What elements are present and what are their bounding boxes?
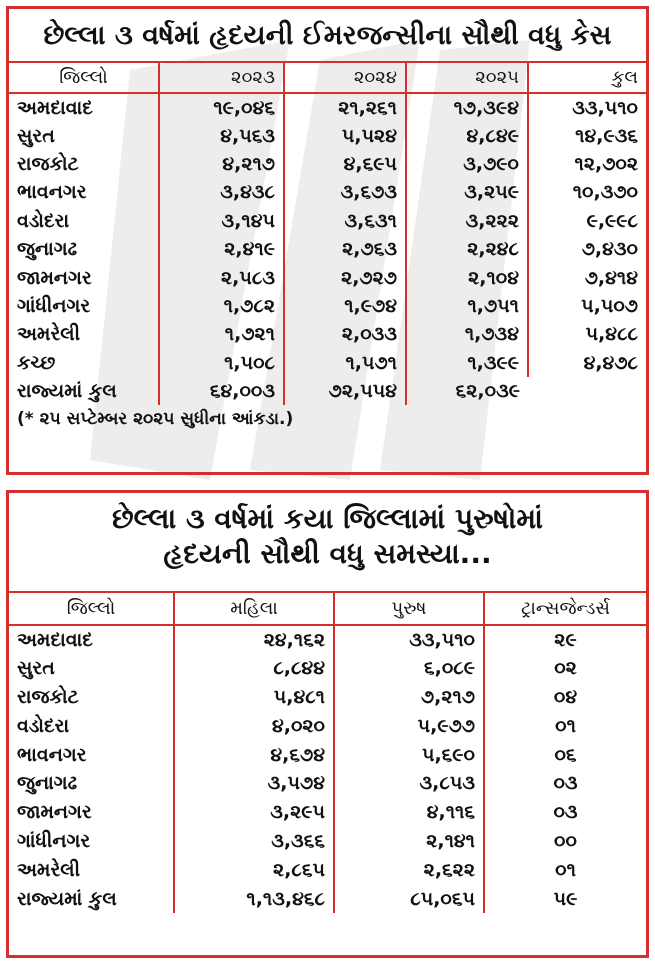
- value-cell: ૮,૮૪૪: [174, 654, 334, 683]
- value-cell: ૨,૧૦૪: [406, 263, 528, 291]
- district-cell: ગાંધીનગર: [17, 829, 91, 852]
- value-cell: ૨,૮૬૫: [174, 855, 334, 884]
- value-cell: ૦૩: [484, 769, 646, 798]
- value-cell: ૫૯: [484, 884, 646, 913]
- district-cell: ભાવનગર: [17, 181, 87, 204]
- table2-title-line2: હૃદયની સૌથી વધુ સમસ્યા...: [163, 537, 492, 570]
- value-cell: ૧,૫૭૧: [284, 349, 406, 377]
- district-cell: જુનાગઢ: [17, 772, 78, 795]
- value-cell: ૪,૮૪૯: [406, 121, 528, 149]
- value-cell: ૦૦: [484, 827, 646, 856]
- emergency-cases-table: [9, 63, 646, 405]
- value-cell: ૪,૦૨૦: [174, 711, 334, 740]
- district-cell: અમરેલી: [17, 323, 81, 346]
- value-cell: ૨,૦૩૩: [284, 320, 406, 348]
- value-cell: ૧,૧૩,૪૬૮: [174, 884, 334, 913]
- value-cell: ૪,૬૯૫: [284, 150, 406, 178]
- value-cell: ૧,૯૭૪: [284, 292, 406, 320]
- value-cell: ૫,૯૭૭: [334, 711, 484, 740]
- value-cell: ૪,૫૬૩: [159, 121, 284, 149]
- table-row: [9, 625, 646, 654]
- value-cell: ૨,૧૪૧: [334, 827, 484, 856]
- gender-cases-table: [9, 593, 646, 913]
- value-cell: ૨૯: [484, 625, 646, 654]
- header-district: જિલ્લો: [9, 593, 174, 625]
- district-cell: સુરત: [17, 124, 55, 147]
- total-row: [9, 377, 646, 405]
- value-cell: ૩,૮૫૩: [334, 769, 484, 798]
- header-total: કુલ: [528, 63, 646, 93]
- district-cell: અમદાવાદ: [17, 628, 93, 651]
- value-cell: ૬૪,૦૦૩: [159, 377, 284, 405]
- value-cell: ૦૧: [484, 711, 646, 740]
- value-cell: ૨,૫૮૩: [159, 263, 284, 291]
- value-cell: ૪,૪૭૮: [528, 349, 646, 377]
- value-cell: ૧૪,૯૩૬: [528, 121, 646, 149]
- table2-title: [9, 493, 646, 593]
- district-cell: વડોદરા: [17, 209, 70, 232]
- value-cell: ૧૭,૩૯૪: [406, 93, 528, 121]
- value-cell: ૩,૨૨૨: [406, 207, 528, 235]
- district-cell: કચ્છ: [17, 351, 56, 374]
- table1-title: છેલ્લા ૩ વર્ષમાં હૃદયની ઈમરજન્સીના સૌથી વધુ કેસ: [9, 9, 646, 63]
- table-row: [9, 320, 646, 348]
- header-2023: ૨૦૨૩: [159, 63, 284, 93]
- value-cell: ૨,૭૬૩: [284, 235, 406, 263]
- value-cell: ૩૩,૫૧૦: [334, 625, 484, 654]
- value-cell: ૨,૭૨૭: [284, 263, 406, 291]
- table-row: [9, 769, 646, 798]
- value-cell: ૧,૫૦૮: [159, 349, 284, 377]
- value-cell: ૩,૪૩૮: [159, 178, 284, 206]
- table-row: [9, 207, 646, 235]
- value-cell: ૧૦,૩૭૦: [528, 178, 646, 206]
- value-cell: ૩,૫૭૪: [174, 769, 334, 798]
- district-cell: ભાવનગર: [17, 743, 87, 766]
- value-cell: ૧,૭૩૪: [406, 320, 528, 348]
- value-cell: ૩,૬૭૩: [284, 178, 406, 206]
- district-cell: અમદાવાદ: [17, 96, 93, 119]
- table-row: [9, 121, 646, 149]
- value-cell: ૦૨: [484, 654, 646, 683]
- district-cell: જામનગર: [17, 801, 92, 824]
- value-cell: ૧૨,૭૦૨: [528, 150, 646, 178]
- value-cell: ૫,૫૦૭: [528, 292, 646, 320]
- total-row: [9, 884, 646, 913]
- header-2024: ૨૦૨૪: [284, 63, 406, 93]
- gender-cases-panel: [6, 490, 649, 958]
- value-cell: ૭,૪૩૦: [528, 235, 646, 263]
- value-cell: ૫,૫૨૪: [284, 121, 406, 149]
- value-cell: ૩,૬૩૧: [284, 207, 406, 235]
- value-cell: ૯,૯૯૮: [528, 207, 646, 235]
- value-cell: ૨૪,૧૬૨: [174, 625, 334, 654]
- value-cell: ૪,૨૧૭: [159, 150, 284, 178]
- value-cell: ૨,૬૨૨: [334, 855, 484, 884]
- district-cell: અમરેલી: [17, 858, 81, 881]
- value-cell: ૩,૨૯૫: [174, 798, 334, 827]
- value-cell: ૧,૩૯૯: [406, 349, 528, 377]
- table-row: [9, 654, 646, 683]
- district-cell: રાજ્યમાં કુલ: [17, 887, 117, 910]
- value-cell: ૦૪: [484, 683, 646, 712]
- value-cell: ૫,૪૮૧: [174, 683, 334, 712]
- table-row: [9, 150, 646, 178]
- table-row: [9, 263, 646, 291]
- value-cell: ૩,૨૫૯: [406, 178, 528, 206]
- table-row: [9, 827, 646, 856]
- table-row: [9, 93, 646, 121]
- value-cell: ૩,૭૯૦: [406, 150, 528, 178]
- value-cell: ૬૨,૦૩૯: [406, 377, 528, 405]
- emergency-cases-panel: [6, 6, 649, 475]
- value-cell: ૭,૪૧૪: [528, 263, 646, 291]
- header-district: જિલ્લો: [9, 63, 159, 93]
- district-cell: રાજકોટ: [17, 685, 79, 708]
- table1-footnote: (* ૨૫ સપ્ટેમ્બર ૨૦૨૫ સુધીના આંકડા.): [17, 409, 294, 430]
- value-cell: ૩,૩૬૬: [174, 827, 334, 856]
- value-cell: ૦૬: [484, 740, 646, 769]
- district-cell: જામનગર: [17, 266, 92, 289]
- value-cell: ૧,૭૮૨: [159, 292, 284, 320]
- header-female: મહિલા: [174, 593, 334, 625]
- table-row: [9, 178, 646, 206]
- value-cell: ૧,૭૫૧: [406, 292, 528, 320]
- district-cell: ગાંધીનગર: [17, 294, 91, 317]
- header-2025: ૨૦૨૫: [406, 63, 528, 93]
- table2-title-line1: છેલ્લા ૩ વર્ષમાં કયા જિલ્લામાં પુરુષોમાં: [112, 502, 543, 535]
- table-row: [9, 683, 646, 712]
- value-cell: ૩૩,૫૧૦: [528, 93, 646, 121]
- table-row: [9, 349, 646, 377]
- district-cell: રાજ્યમાં કુલ: [17, 380, 117, 403]
- value-cell: ૪,૧૧૬: [334, 798, 484, 827]
- table-row: [9, 740, 646, 769]
- table1-header-row: [9, 63, 646, 93]
- value-cell: ૬,૦૮૯: [334, 654, 484, 683]
- value-cell: ૫,૪૮૮: [528, 320, 646, 348]
- value-cell: ૫,૬૯૦: [334, 740, 484, 769]
- table2-header-row: [9, 593, 646, 625]
- header-transgender: ટ્રાન્સજેન્ડર્સ: [484, 593, 646, 625]
- value-cell: ૨૧,૨૬૧: [284, 93, 406, 121]
- value-cell: ૮૫,૦૬૫: [334, 884, 484, 913]
- district-cell: વડોદરા: [17, 714, 70, 737]
- table-row: [9, 855, 646, 884]
- value-cell: ૨,૨૪૮: [406, 235, 528, 263]
- district-cell: સુરત: [17, 657, 55, 680]
- value-cell: ૭,૨૧૭: [334, 683, 484, 712]
- header-male: પુરુષ: [334, 593, 484, 625]
- table-row: [9, 292, 646, 320]
- value-cell: ૨,૪૧૯: [159, 235, 284, 263]
- district-cell: રાજકોટ: [17, 152, 79, 175]
- table-row: [9, 798, 646, 827]
- value-cell: ૧,૭૨૧: [159, 320, 284, 348]
- value-cell: ૭૨,૫૫૪: [284, 377, 406, 405]
- value-cell: ૦૧: [484, 855, 646, 884]
- value-cell: [528, 377, 646, 405]
- table-row: [9, 711, 646, 740]
- value-cell: ૦૩: [484, 798, 646, 827]
- value-cell: ૩,૧૪૫: [159, 207, 284, 235]
- value-cell: ૧૯,૦૪૬: [159, 93, 284, 121]
- value-cell: ૪,૬૭૪: [174, 740, 334, 769]
- district-cell: જુનાગઢ: [17, 238, 78, 261]
- table-row: [9, 235, 646, 263]
